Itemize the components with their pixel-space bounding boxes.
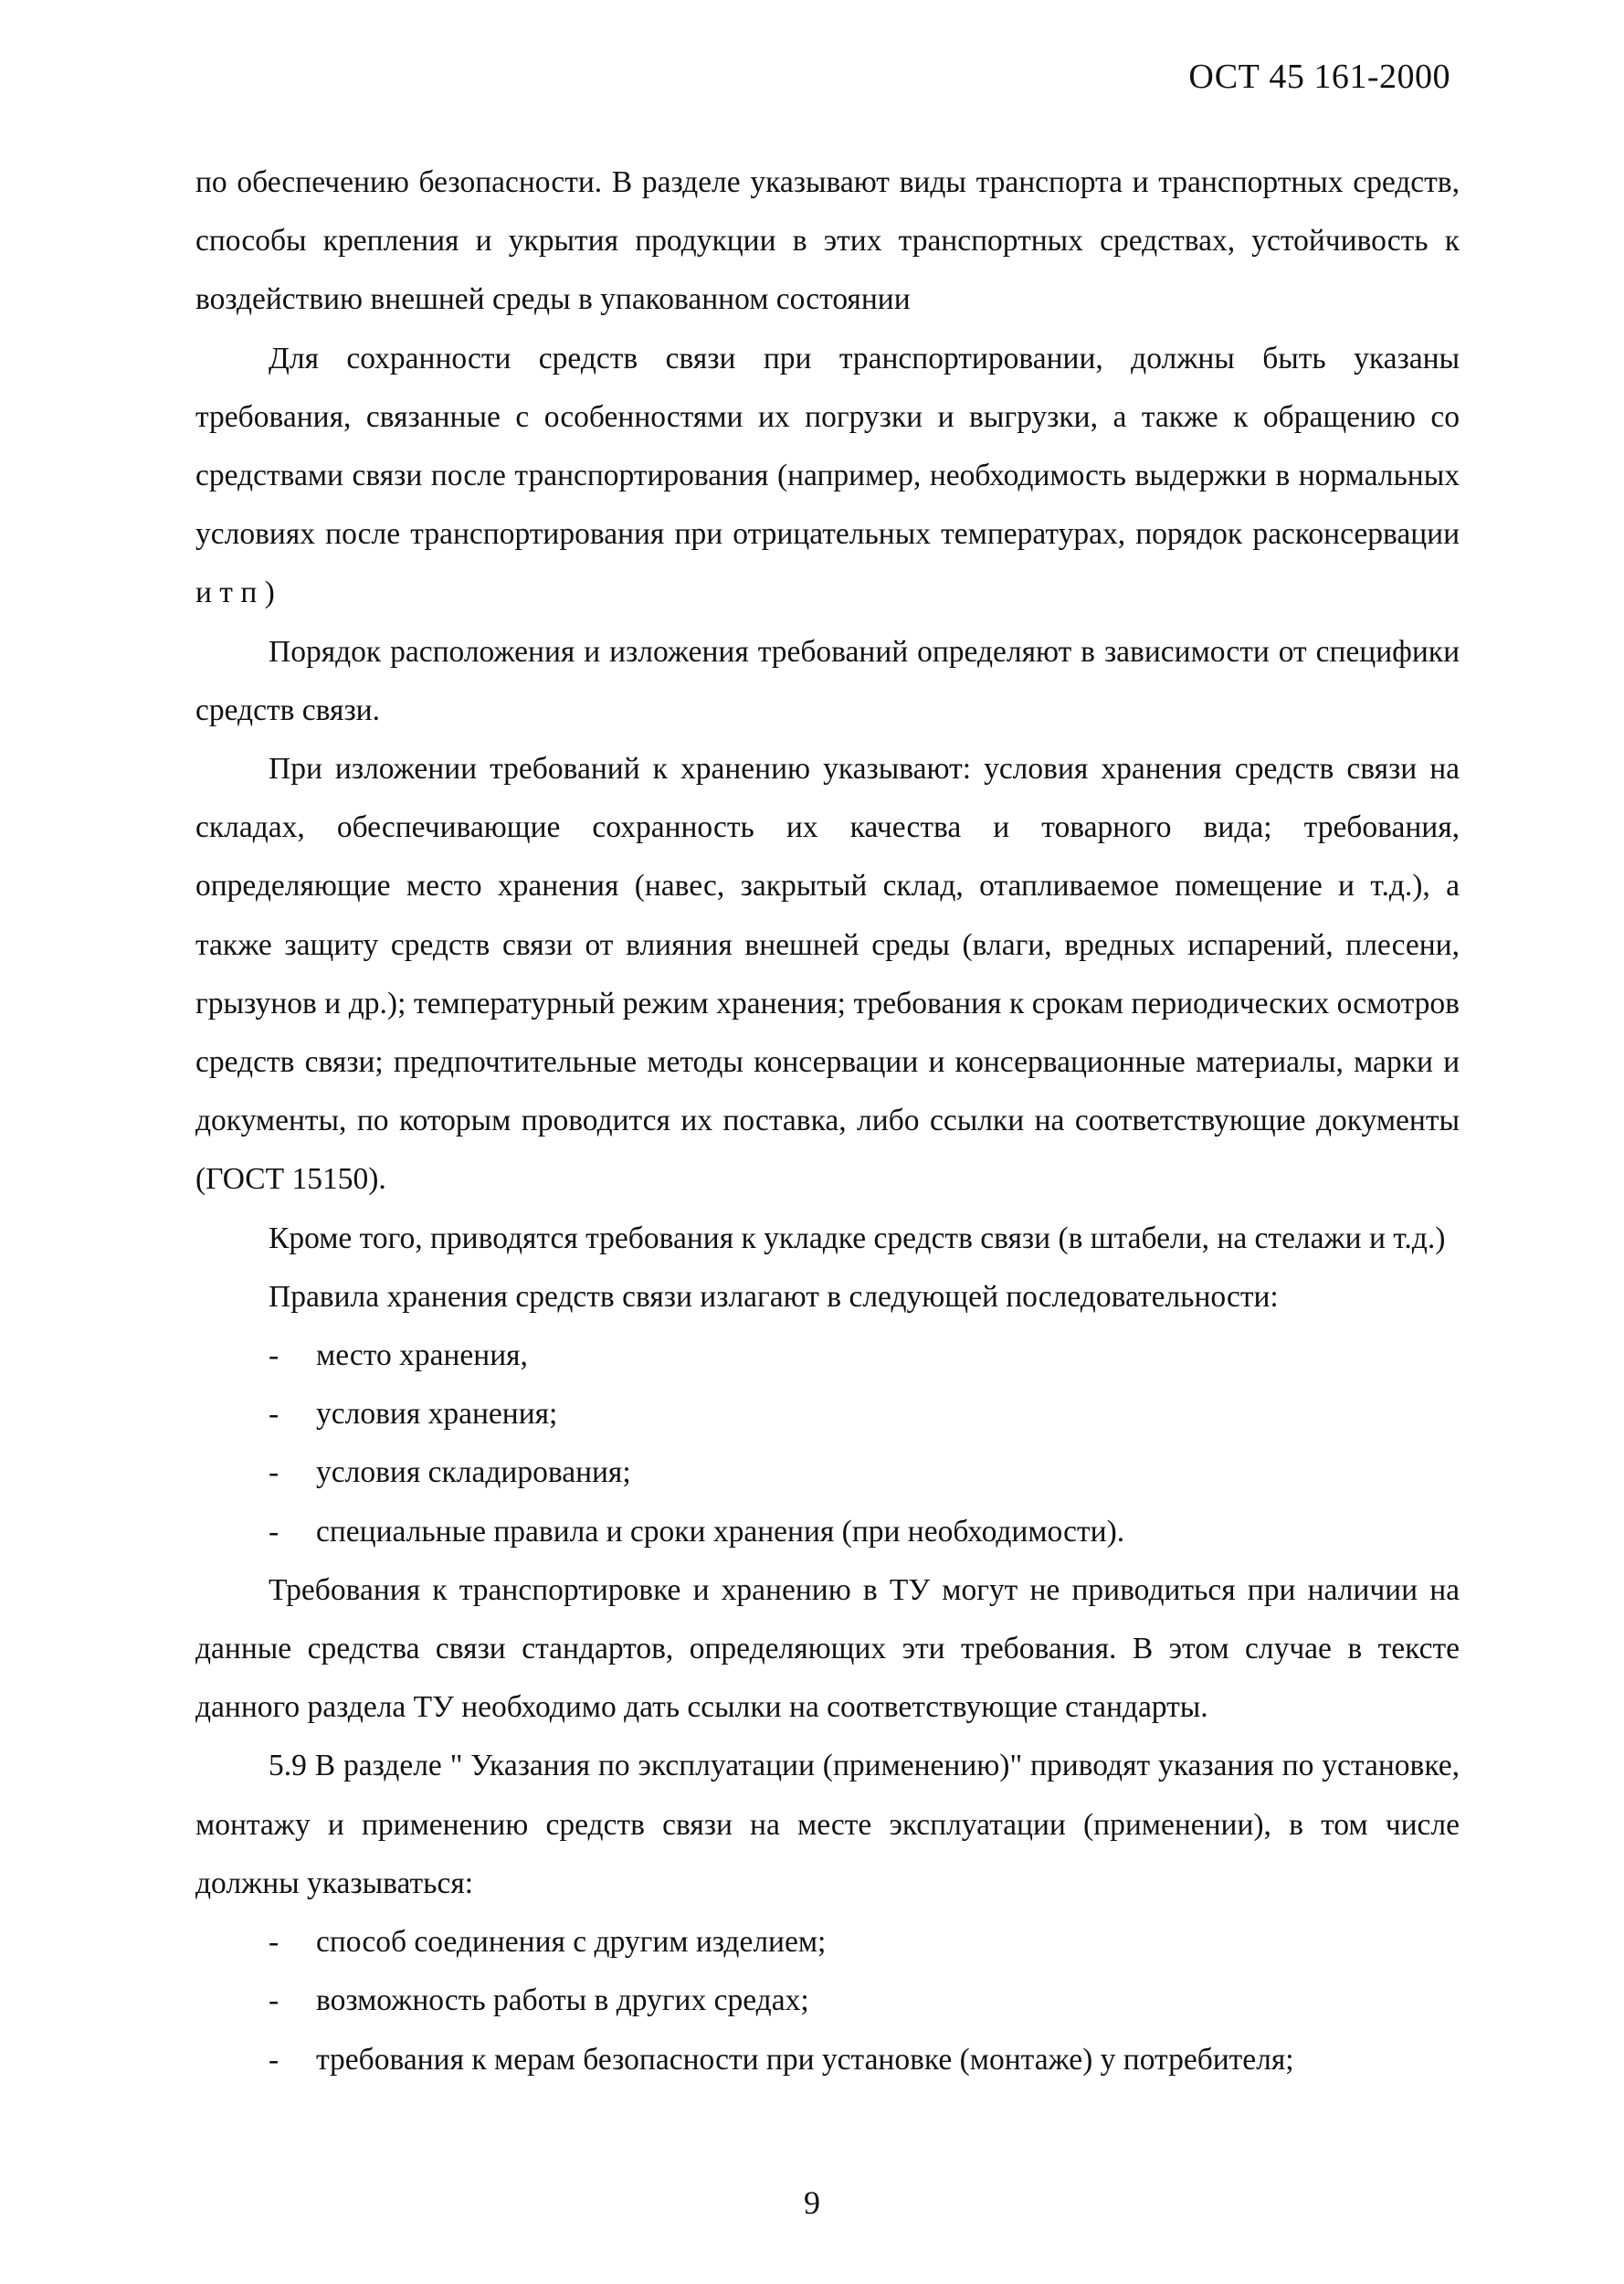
operation-list xyxy=(195,1913,1460,2089)
list-item-text: возможность работы в других средах; xyxy=(316,1983,809,2018)
list-item-text: специальные правила и сроки хранения (при необходимости). xyxy=(316,1514,1125,1549)
list-item xyxy=(195,1327,1460,1385)
paragraph-transport-care: Для сохранности средств связи при транспортировании, должны быть указаны требования, связанные с особенностями их погрузки и выгрузки, а также к обращению со средствами связи после транспортирования (например, необходимость выдержки в нормальных условиях после транспортирования при отрицательных температурах, порядок расконсервации и т п ) xyxy=(195,341,1460,610)
list-item-text: способ соединения с другим изделием; xyxy=(316,1925,827,1960)
paragraph-storage-rules-intro: Правила хранения средств связи излагают в следующей последовательности: xyxy=(269,1279,1279,1314)
list-dash: - xyxy=(269,1514,279,1549)
list-item xyxy=(195,2031,1460,2089)
document-code: ОСТ 45 161-2000 xyxy=(1188,58,1450,96)
paragraph-stacking: Кроме того, приводятся требования к укладке средств связи (в штабели, на стелажи и т.д.) xyxy=(269,1221,1446,1255)
paragraph-order: Порядок расположения и изложения требований определяют в зависимости от специфики средств связи. xyxy=(195,634,1460,727)
paragraph-continued: по обеспечению безопасности. В разделе указывают виды транспорта и транспортных средств, способы крепления и укрытия продукции в этих транспортных средствах, устойчивость к воздействию внешней среды в упакованном состоянии xyxy=(195,165,1460,317)
list-item-text: требования к мерам безопасности при установке (монтаже) у потребителя; xyxy=(316,2042,1294,2077)
paragraph-section-5-9: 5.9 В разделе " Указания по эксплуатации (применению)" приводят указания по установке, монтажу и применению средств связи на месте эксплуатации (применении), в том числе должны указываться: xyxy=(195,1749,1460,1900)
list-item-text: условия складирования; xyxy=(316,1455,631,1490)
list-item-text: место хранения, xyxy=(316,1338,528,1373)
list-dash: - xyxy=(269,2042,279,2077)
list-item xyxy=(195,1972,1460,2030)
list-dash: - xyxy=(269,1338,279,1373)
paragraph-tu-standards: Требования к транспортировке и хранению в ТУ могут не приводиться при наличии на данные средства связи стандартов, определяющих эти требования. В этом случае в тексте данного раздела ТУ необходимо дать ссылки на соответствующие стандарты. xyxy=(195,1572,1460,1725)
list-dash: - xyxy=(269,1983,279,2018)
list-dash: - xyxy=(269,1455,279,1490)
list-item xyxy=(195,1385,1460,1443)
paragraph-storage-requirements: При изложении требований к хранению указывают: условия хранения средств связи на складах, обеспечивающие сохранность их качества и товарного вида; требования, определяющие место хранения (навес, закрытый склад, отапливаемое помещение и т.д.), а также защиту средств связи от влияния внешней среды (влаги, вредных испарений, плесени, грызунов и др.); температурный режим хранения; требования к срокам периодических осмотров средств связи; предпочтительные методы консервации и консервационные материалы, марки и документы, по которым проводится их поставка, либо ссылки на соответствующие документы (ГОСТ 15150). xyxy=(195,752,1460,1197)
page-number: 9 xyxy=(804,2184,820,2221)
storage-rules-list xyxy=(195,1327,1460,1561)
list-item xyxy=(195,1443,1460,1502)
list-item xyxy=(195,1503,1460,1561)
list-dash: - xyxy=(269,1925,279,1960)
list-item-text: условия хранения; xyxy=(316,1397,558,1432)
document-body xyxy=(195,153,1460,2089)
list-item xyxy=(195,1913,1460,1972)
list-dash: - xyxy=(269,1397,279,1432)
